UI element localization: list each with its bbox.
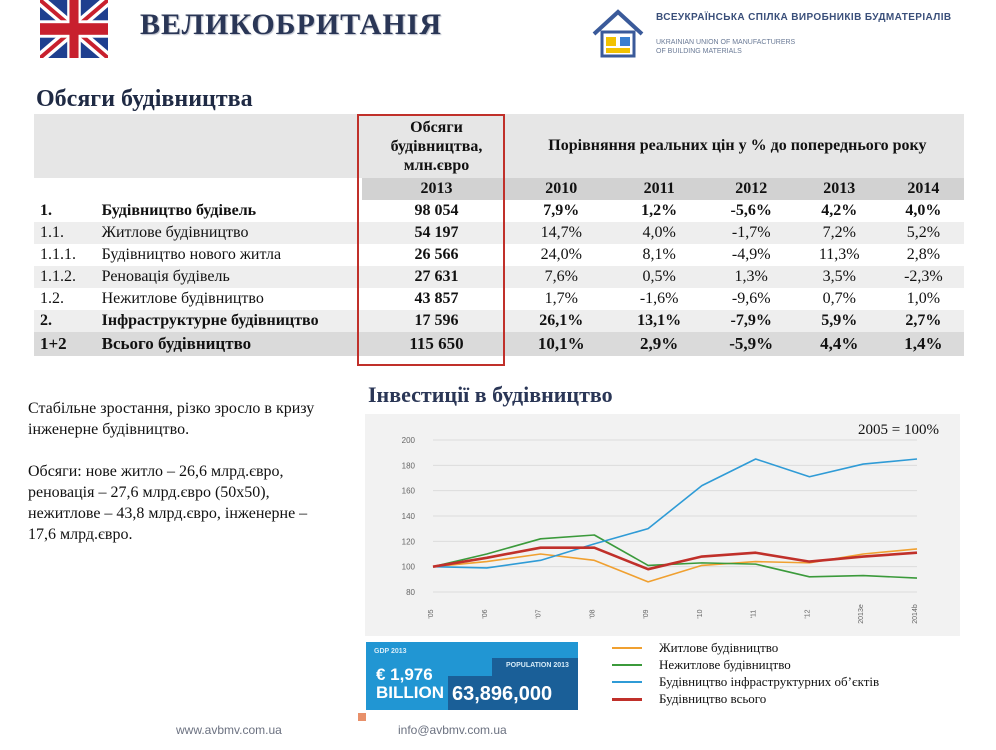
row-price-change: 0,7% — [822, 290, 856, 307]
volume-column-header: Обсяги будівництва, млн.євро — [362, 114, 511, 178]
org-name-en — [656, 38, 826, 56]
y-tick-label: 160 — [401, 486, 415, 496]
row-price-change: -7,9% — [707, 310, 796, 332]
x-tick-label: 2013e — [858, 604, 866, 624]
row-price-change: -5,9% — [707, 332, 796, 356]
org-name-en-line2: OF BUILDING MATERIALS — [656, 48, 742, 55]
row-price-change: 11,3% — [818, 246, 860, 263]
section-title: Обсяги будівництва — [36, 86, 253, 112]
y-tick-label: 120 — [401, 537, 415, 547]
y-tick-label: 180 — [401, 461, 415, 471]
footer-website-link[interactable]: www.avbmv.com.ua — [176, 723, 282, 737]
row-price-change: 8,1% — [642, 246, 676, 263]
legend-swatch — [612, 681, 642, 683]
row-price-change: 3,5% — [796, 266, 883, 288]
description-text — [28, 398, 338, 566]
row-code: 1.2. — [40, 290, 64, 307]
row-price-change: 4,2% — [821, 202, 858, 219]
org-name-en-line1: UKRAINIAN UNION OF MANUFACTURERS — [656, 39, 796, 46]
row-price-change: 1,7% — [544, 290, 578, 307]
row-volume: 26 566 — [414, 246, 459, 263]
row-name: Всього будівництво — [96, 332, 362, 356]
population-value: 63,896,000 — [452, 683, 553, 705]
row-price-change: 5,2% — [883, 222, 964, 244]
row-price-change: 1,0% — [906, 290, 941, 307]
row-price-change: 24,0% — [540, 246, 582, 263]
row-price-change: 0,5% — [612, 266, 707, 288]
row-price-change: 5,9% — [796, 310, 883, 332]
year-header: 2010 — [511, 178, 612, 200]
row-price-change: 4,4% — [796, 332, 883, 356]
chart-title: Інвестиції в будівництво — [368, 382, 613, 407]
year-header: 2013 — [362, 178, 511, 200]
row-code: 1. — [40, 202, 52, 219]
row-name: Житлове будівництво — [96, 222, 362, 244]
row-volume: 17 596 — [362, 310, 511, 332]
row-code: 1.1. — [34, 222, 96, 244]
row-price-change: 1,2% — [641, 202, 678, 219]
y-tick-label: 140 — [401, 512, 415, 521]
row-price-change: -5,6% — [730, 202, 772, 219]
row-price-change: 4,0% — [612, 222, 707, 244]
row-code: 1+2 — [34, 332, 96, 356]
uk-flag-icon — [40, 0, 108, 58]
row-price-change: 2,9% — [612, 332, 707, 356]
row-price-change: 26,1% — [511, 310, 612, 332]
row-price-change: 2,7% — [883, 310, 964, 332]
year-header: 2012 — [707, 178, 796, 200]
y-tick-label: 80 — [406, 588, 415, 597]
row-code: 1.1.1. — [40, 246, 76, 263]
x-tick-label: '11 — [750, 609, 758, 619]
row-name: Реновація будівель — [96, 266, 362, 288]
legend-swatch — [612, 647, 642, 649]
x-tick-label: '12 — [804, 609, 812, 619]
base-year-note: 2005 = 100% — [858, 422, 939, 438]
footer-email-link[interactable]: info@avbmv.com.ua — [398, 723, 507, 737]
year-header: 2014 — [883, 178, 964, 200]
org-name: ВСЕУКРАЇНСЬКА СПІЛКА ВИРОБНИКІВ БУДМАТЕРІАЛІВ — [656, 12, 952, 23]
row-price-change: 14,7% — [511, 222, 612, 244]
row-price-change: 7,9% — [543, 202, 580, 219]
x-tick-label: '08 — [589, 609, 597, 619]
row-price-change: -9,6% — [731, 290, 771, 307]
row-price-change: 2,8% — [906, 246, 941, 263]
row-name: Будівництво нового житла — [101, 246, 282, 263]
x-tick-label: '10 — [696, 609, 704, 619]
legend-swatch — [612, 664, 642, 666]
year-header: 2011 — [612, 178, 707, 200]
row-name: Нежитлове будівництво — [101, 290, 264, 307]
row-name: Інфраструктурне будівництво — [96, 310, 362, 332]
row-volume: 98 054 — [414, 202, 459, 219]
x-tick-label: '05 — [428, 609, 435, 619]
row-price-change: 13,1% — [612, 310, 707, 332]
population-label: POPULATION 2013 — [506, 662, 569, 669]
description-paragraph: Стабільне зростання, різко зросло в кризу інженерне будівництво. — [28, 400, 315, 438]
footer-marker — [358, 713, 366, 721]
row-volume: 54 197 — [362, 222, 511, 244]
gdp-label: GDP 2013 — [374, 648, 407, 655]
row-volume: 43 857 — [414, 290, 459, 307]
row-price-change: 4,0% — [905, 202, 942, 219]
row-price-change: 7,6% — [511, 266, 612, 288]
legend-label: Будівництво інфраструктурних об’єктів — [659, 674, 880, 689]
legend-swatch — [612, 698, 642, 701]
row-price-change: 7,2% — [796, 222, 883, 244]
y-tick-label: 200 — [401, 436, 415, 445]
union-logo-icon — [588, 4, 648, 60]
highlight-2013-volume-box — [357, 114, 505, 366]
row-name: Будівництво будівель — [101, 202, 257, 219]
comparison-column-header: Порівняння реальних цін у % до попереднього року — [511, 114, 964, 178]
gdp-value-line2: BILLION — [376, 683, 444, 702]
row-price-change: -1,6% — [639, 290, 679, 307]
row-code: 2. — [34, 310, 96, 332]
legend-label: Будівництво всього — [659, 691, 767, 706]
x-tick-label: '07 — [535, 609, 543, 619]
row-code: 1.1.2. — [34, 266, 96, 288]
investment-line-chart — [365, 414, 960, 636]
year-header: 2013 — [796, 178, 883, 200]
row-price-change: 1,4% — [883, 332, 964, 356]
legend-label: Нежитлове будівництво — [659, 657, 791, 672]
row-price-change: 10,1% — [511, 332, 612, 356]
row-price-change: -2,3% — [883, 266, 964, 288]
gdp-value — [376, 666, 444, 702]
row-price-change: -4,9% — [731, 246, 771, 263]
description-paragraph: Обсяги: нове житло – 26,6 млрд.євро, реновація – 27,6 млрд.євро (50х50), нежитлове – 43,8 млрд.євро, інженерне – 17,6 млрд.євро. — [28, 463, 308, 543]
series-line — [433, 459, 917, 568]
gdp-value-line1: € 1,976 — [376, 665, 433, 684]
legend-label: Житлове будівництво — [659, 640, 779, 655]
row-volume: 115 650 — [362, 332, 511, 356]
row-price-change: 1,3% — [707, 266, 796, 288]
y-tick-label: 100 — [401, 562, 415, 572]
page-title: ВЕЛИКОБРИТАНІЯ — [140, 8, 443, 41]
row-volume: 27 631 — [362, 266, 511, 288]
x-tick-label: '09 — [643, 609, 651, 619]
row-price-change: -1,7% — [707, 222, 796, 244]
x-tick-label: '06 — [481, 609, 489, 619]
x-tick-label: 2014b — [912, 604, 919, 624]
